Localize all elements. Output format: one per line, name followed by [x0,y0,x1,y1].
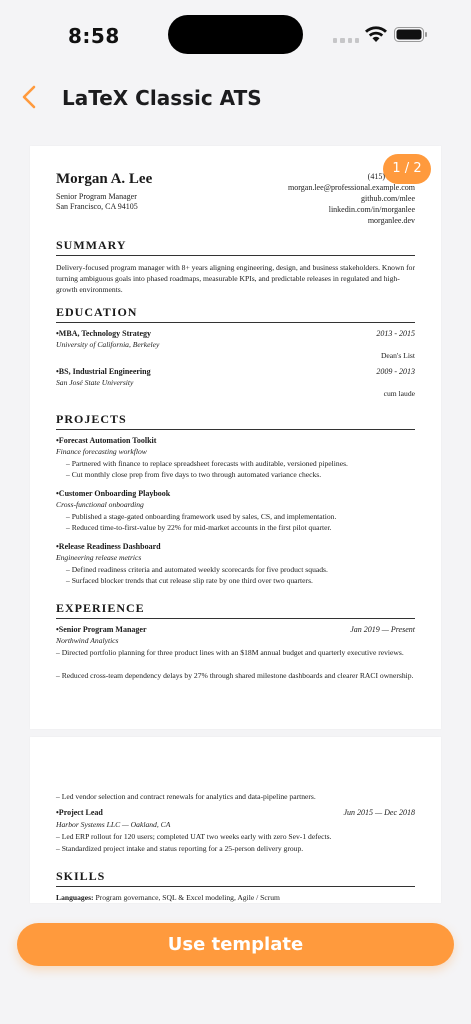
project-bullet: – Defined readiness criteria and automated weekly scorecards for five product squads. [66,565,328,574]
education-degree: •BS, Industrial Engineering [56,367,151,376]
education-dates: 2009 - 2013 [376,367,415,376]
section-heading-education: EDUCATION [56,305,415,323]
education-school: San José State University [56,378,134,387]
experience-role: •Senior Program Manager [56,625,147,634]
battery-icon [394,27,428,42]
dynamic-island [168,15,303,54]
skills-line [56,893,415,902]
contact-email: morgan.lee@professional.example.com [288,183,415,192]
experience-dates: Jan 2019 — Present [350,625,415,634]
project-bullet: – Partnered with finance to replace spreadsheet forecasts with auditable, versioned pipelines. [66,459,348,468]
education-school: University of California, Berkeley [56,340,160,349]
experience-bullet: – Led vendor selection and contract renewals for analytics and data-pipeline partners. [56,792,316,801]
experience-bullet: – Reduced cross-team dependency delays by 27% through shared milestone dashboards and clearer RACI ownership. [56,671,414,680]
project-bullet: – Published a stage-gated onboarding framework used by sales, CS, and implementation. [66,512,337,521]
nav-header [0,80,471,116]
resume-subtitle: Senior Program Manager [56,192,137,201]
resume-name: Morgan A. Lee [56,171,153,187]
status-bar [0,0,471,66]
project-bullet: – Reduced time-to-first-value by 22% for mid-market accounts in the first pilot quarter. [66,523,332,532]
contact-linkedin: linkedin.com/in/morganlee [328,205,415,214]
experience-company: Harbor Systems LLC — Oakland, CA [56,820,171,829]
project-subtitle: Finance forecasting workflow [56,447,147,456]
project-title-text: •Customer Onboarding Playbook [56,489,171,498]
signal-icon [333,38,359,43]
project-title-text: •Forecast Automation Toolkit [56,436,157,445]
contact-website: morganlee.dev [367,216,415,225]
use-template-button[interactable]: Use template [17,923,454,966]
page-indicator: 1 / 2 [383,154,431,184]
section-heading-skills: SKILLS [56,869,415,887]
experience-bullet: – Led ERP rollout for 120 users; completed UAT two weeks early with zero Sev-1 defects. [56,832,332,841]
project-subtitle: Cross-functional onboarding [56,500,144,509]
skills-value: Program governance, SQL & Excel modeling, Agile / Scrum [93,893,280,902]
section-heading-summary: SUMMARY [56,238,415,256]
resume-location: San Francisco, CA 94105 [56,202,138,211]
section-heading-experience: EXPERIENCE [56,601,415,619]
education-note: Dean's List [380,351,415,360]
resume-contact [288,171,415,226]
project-title-text: •Release Readiness Dashboard [56,542,161,551]
chevron-left-icon[interactable] [18,84,42,110]
education-note: cum laude [383,389,415,398]
page-title: LaTeX Classic ATS [62,86,262,110]
project-bullet: – Cut monthly close prep from five days to two through automated variance checks. [66,470,322,479]
resume-preview-page-2[interactable] [30,737,441,903]
contact-github: github.com/mlee [361,194,415,203]
experience-bullet: – Standardized project intake and status reporting for a 25-person delivery group. [56,844,304,853]
experience-dates: Jun 2015 — Dec 2018 [343,808,415,817]
education-dates: 2013 - 2015 [376,329,415,338]
section-heading-projects: PROJECTS [56,412,415,430]
wifi-icon [364,25,388,43]
summary-text: Delivery-focused program manager with 8+ years aligning engineering, design, and business stakeholders. Known for turning ambiguous goals into phased roadmaps, measurable KPIs, and predictable releases in regulated and high-growth environments. [56,263,415,294]
status-time: 8:58 [68,24,120,48]
skills-label: Languages: [56,893,94,902]
education-degree: •MBA, Technology Strategy [56,329,152,338]
experience-company: Northwind Analytics [56,636,119,645]
project-subtitle: Engineering release metrics [56,553,142,562]
experience-role: •Project Lead [56,808,103,817]
project-bullet: – Surfaced blocker trends that cut release slip rate by one third over two quarters. [66,576,313,585]
resume-preview-page-1[interactable] [30,146,441,729]
contact-phone: (415) [367,172,385,181]
experience-bullet: – Directed portfolio planning for three product lines with an $18M annual budget and quarterly executive reviews. [56,648,404,657]
